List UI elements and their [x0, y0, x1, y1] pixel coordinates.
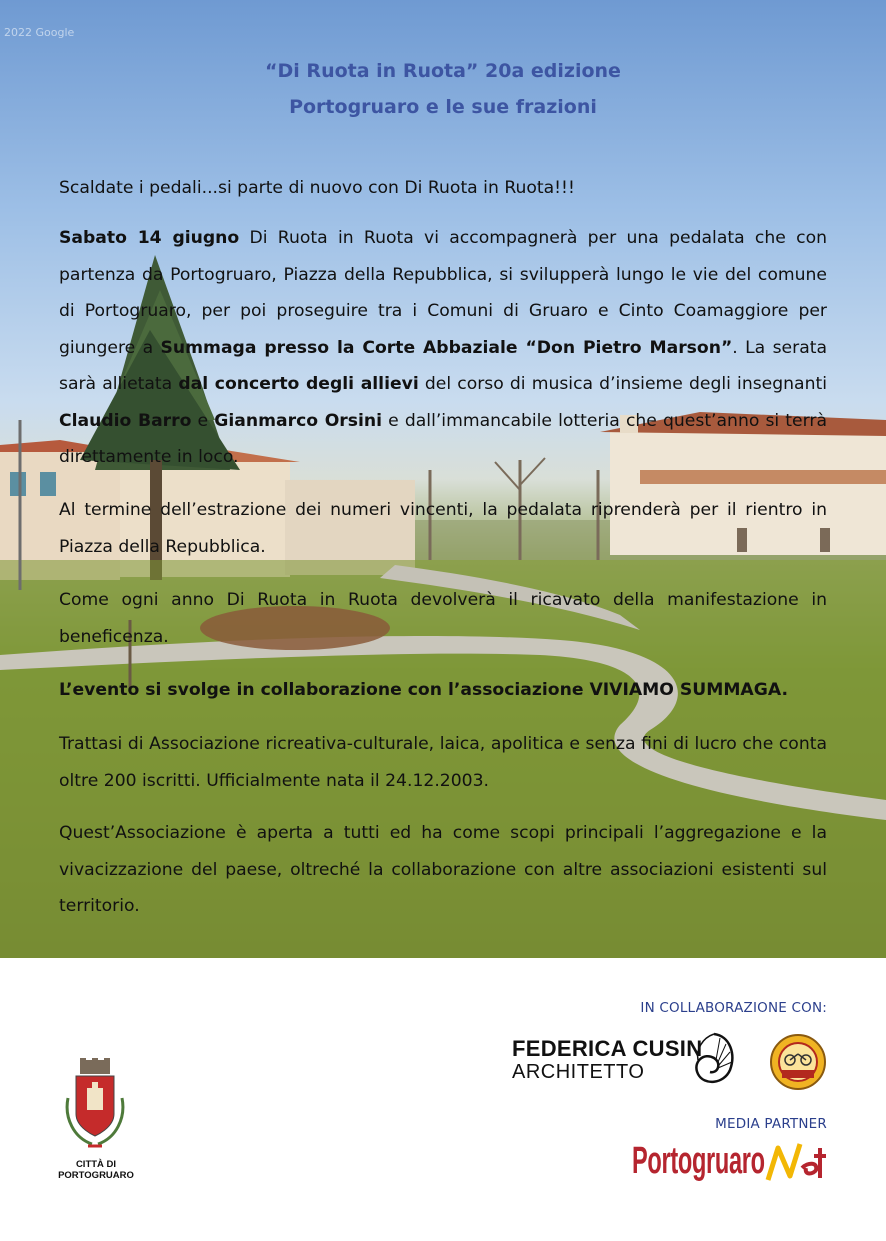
- nautilus-shell-logo-icon: [690, 1030, 738, 1088]
- teacher-2: Gianmarco Orsini: [214, 410, 383, 431]
- teacher-1: Claudio Barro: [59, 410, 192, 431]
- return-paragraph: Al termine dell’estrazione dei numeri vincenti, la pedalata riprenderà per il rientro in Piazza della Repubblica.: [59, 500, 827, 557]
- media-partner-name: Portogruaro: [632, 1140, 765, 1182]
- main-text-2: . La serata sarà allietata: [59, 337, 827, 394]
- charity-paragraph: Come ogni anno Di Ruota in Ruota devolverà il ricavato della manifestazione in beneficenza.: [59, 590, 827, 647]
- media-partner-label: MEDIA PARTNER: [715, 1116, 827, 1132]
- event-subtitle: Portogruaro e le sue frazioni: [289, 96, 597, 118]
- partner-role: ARCHITETTO: [512, 1061, 645, 1083]
- main-text-3: del corso di musica d’insieme degli insegnanti: [418, 374, 827, 394]
- photo-watermark: 2022 Google: [4, 26, 75, 39]
- partner-name: FEDERICA CUSIN: [512, 1036, 703, 1061]
- collaboration-label: IN COLLABORAZIONE CON:: [640, 1000, 827, 1016]
- collaboration-paragraph: L’evento si svolge in collaborazione con l’associazione VIVIAMO SUMMAGA.: [59, 680, 788, 700]
- main-paragraph: [59, 220, 827, 476]
- concert-highlight: dal concerto degli allievi: [178, 374, 419, 394]
- city-coat-of-arms-icon: [62, 1058, 128, 1156]
- event-title: “Di Ruota in Ruota” 20a edizione: [265, 60, 621, 82]
- aims-paragraph: Quest’Associazione è aperta a tutti ed ha come scopi principali l’aggregazione e la vivacizzazione del paese, oltreché la collaborazione con altre associazioni esistenti sul territorio.: [59, 823, 827, 916]
- main-text-5: e dall’immancabile lotteria che quest’anno si terrà direttamente in loco.: [59, 410, 827, 467]
- main-text-1: Di Ruota in Ruota vi accompagnerà per una pedalata che con partenza da Portogruaro, Piazza della Repubblica, si svilupperà lungo le vie del comune di Portogruaro, per poi proseguire tra i Comuni di Gruaro e Cinto Coamaggiore per giungere a: [59, 228, 827, 358]
- association-badge-logo-icon: [768, 1032, 828, 1092]
- city-name: [48, 1159, 144, 1181]
- net-logo-icon: [764, 1138, 828, 1186]
- city-line-2: PORTOGRUARO: [58, 1170, 134, 1181]
- association-paragraph: Trattasi di Associazione ricreativa-culturale, laica, apolitica e senza fini di lucro che conta oltre 200 iscritti. Ufficialmente nata il 24.12.2003.: [59, 734, 827, 791]
- city-line-1: CITTÀ DI: [75, 1159, 117, 1170]
- main-text-4: e: [191, 410, 215, 431]
- intro-paragraph: Scaldate i pedali...si parte di nuovo con Di Ruota in Ruota!!!: [59, 178, 575, 198]
- event-venue: Summaga presso la Corte Abbaziale “Don Pietro Marson”: [160, 337, 733, 358]
- event-date: Sabato 14 giugno: [59, 228, 240, 248]
